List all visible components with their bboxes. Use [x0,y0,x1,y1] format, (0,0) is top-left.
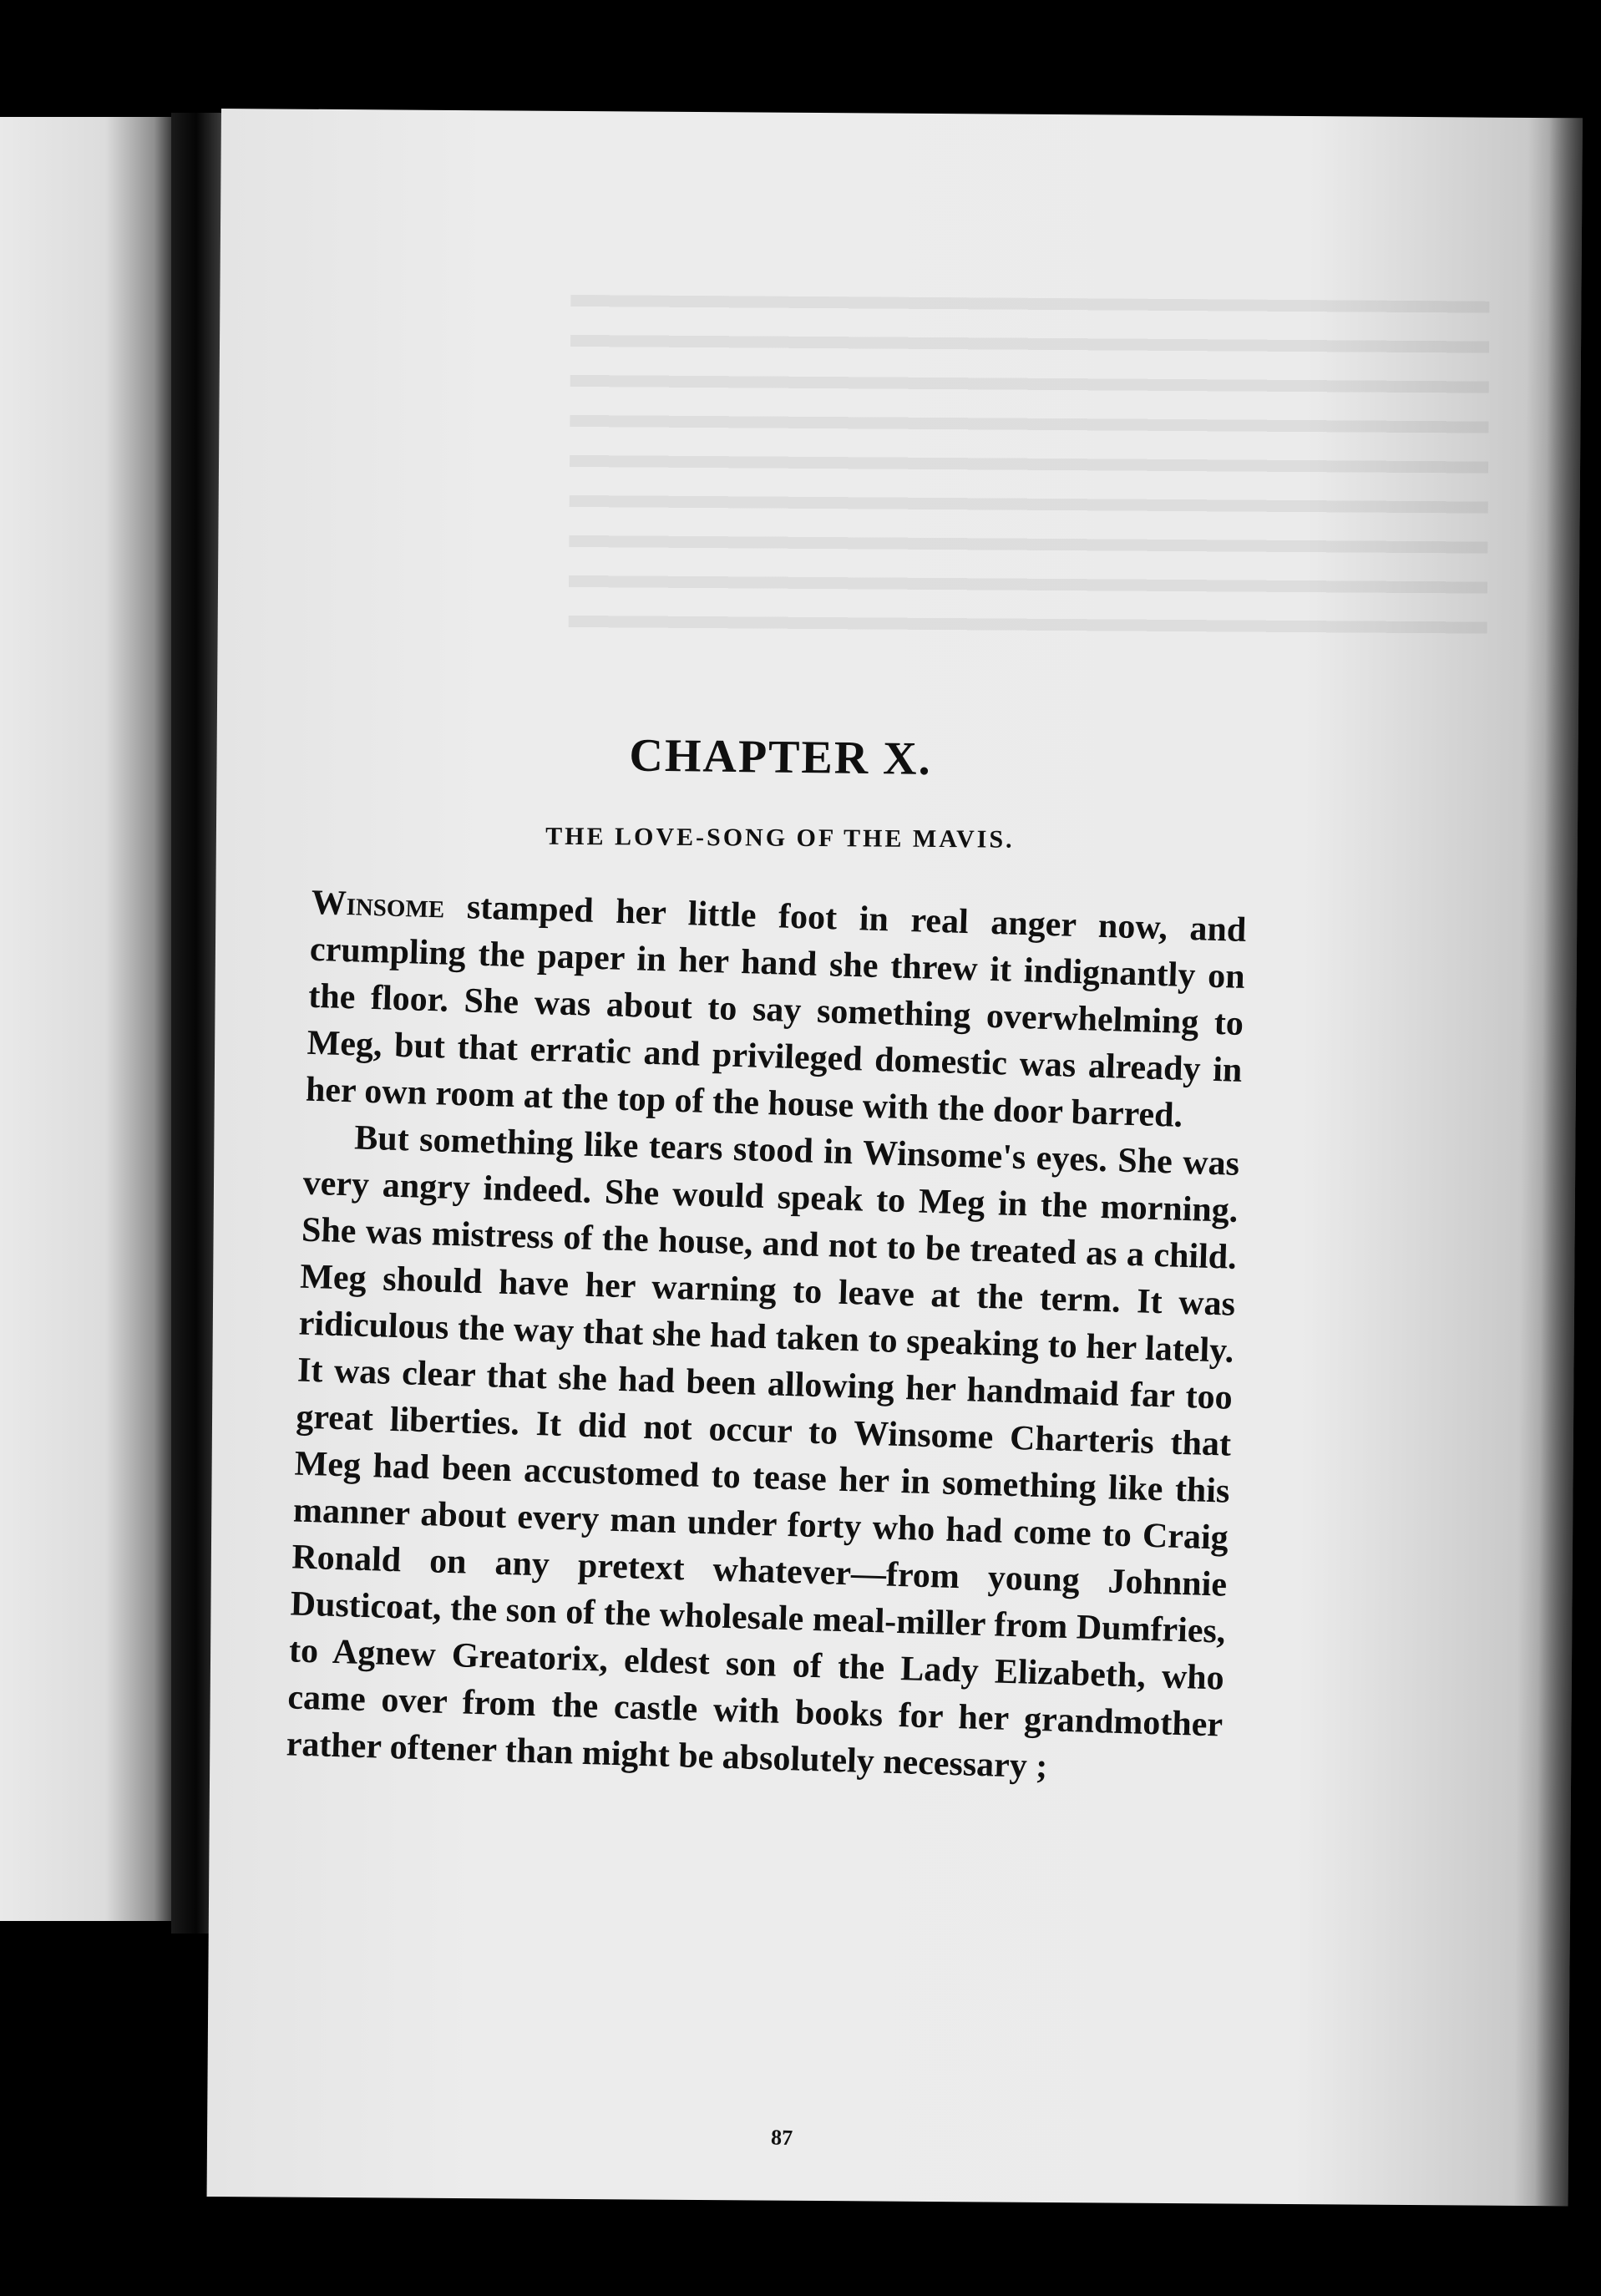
book-page [207,109,1583,2206]
page-content [286,727,1249,2151]
paragraph-1 [305,879,1247,1141]
page-edge-shadow [1535,118,1583,2206]
paragraph-2: But something like tears stood in Winsome's eyes. She was very angry indeed. She would speak to Meg in the morning. She was mistress of the house, and not to be treated as a child. Meg should have her warning to leave at the term. It was ridiculous the way that she had taken to speaking to her lately. It was clear that she had been allowing her handmaid far too great liberties. It did not occur to Winsome Charteris that Meg had been accustomed to tease her in something like this manner about every man under forty who had come to Craig Ronald on any pretext whatever—from young Johnnie Dusticoat, the son of the wholesale meal-miller from Dumfries, to Agnew Greatorix, eldest son of the Lady Elizabeth, who came over from the castle with books for her grandmother rather oftener than might be absolutely necessary ; [286,1118,1240,1787]
page-number: 87 [770,2125,793,2151]
bleed-through-text [569,295,1490,652]
chapter-title: CHAPTER X. [629,729,933,785]
paragraph-1-text: stamped her little foot in real anger now, and crumpling the paper in her hand she threw it indignantly on the floor. She was about to say something overwhelming to Meg, but that erratic and privileged domestic was already in her own room at the top of the house with the door barred. [305,887,1247,1135]
chapter-body [286,879,1247,1796]
chapter-subtitle: THE LOVE-SONG OF THE MAVIS. [545,822,1015,854]
opening-word: Winsome [311,883,445,926]
previous-page-blank [0,117,175,1921]
